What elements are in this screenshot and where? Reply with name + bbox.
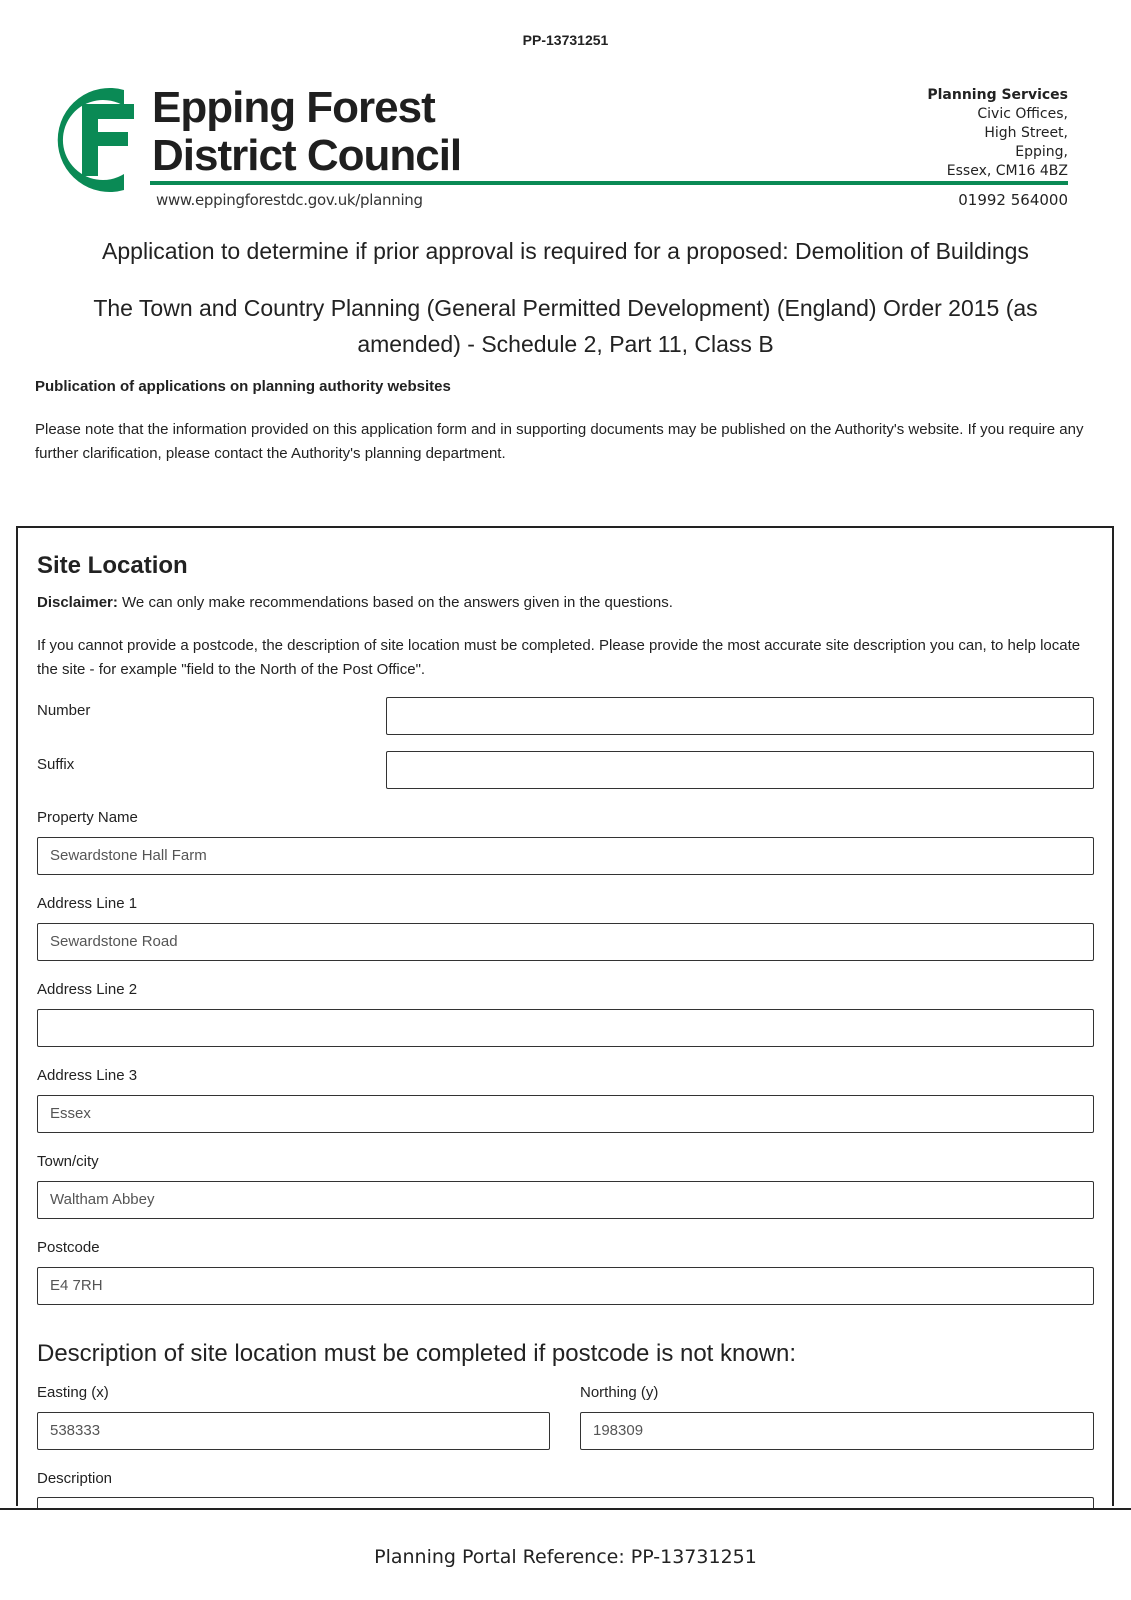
address-line: Epping, [1015, 144, 1068, 160]
publication-text: Please note that the information provided on this application form and in supporting documents may be published on the Authority's website. If you require any further clarification, please contact the Authority's planning department. [35, 421, 1084, 462]
form-title: Application to determine if prior approval is required for a proposed: Demolition of Buildings [102, 238, 1029, 264]
suffix-label: Suffix [37, 756, 75, 773]
form-legislation: The Town and Country Planning (General Permitted Development) (England) Order 2015 (as amended) - Schedule 2, Part 11, Class B [93, 295, 1038, 357]
postcode-label: Postcode [37, 1239, 100, 1256]
northing-field[interactable]: 198309 [580, 1412, 1094, 1450]
council-address [927, 86, 1068, 181]
northing-label: Northing (y) [580, 1384, 659, 1401]
address-dept: Planning Services [927, 87, 1068, 103]
org-name-line1: Epping Forest [152, 83, 435, 132]
address-line: Essex, CM16 4BZ [946, 163, 1068, 179]
address-line3-field[interactable]: Essex [37, 1095, 1094, 1133]
publication-heading: Publication of applications on planning authority websites [35, 378, 451, 395]
header-divider [150, 181, 1068, 185]
description-field[interactable] [37, 1497, 1094, 1508]
website-link[interactable]: www.eppingforestdc.gov.uk/planning [156, 191, 423, 209]
council-logo-icon [52, 82, 140, 198]
town-label: Town/city [37, 1153, 99, 1170]
org-name-line2: District Council [152, 131, 462, 180]
address-line3-label: Address Line 3 [37, 1067, 138, 1084]
address-line1-field[interactable]: Sewardstone Road [37, 923, 1094, 961]
property-name-label: Property Name [37, 809, 138, 826]
easting-field[interactable]: 538333 [37, 1412, 550, 1450]
easting-label: Easting (x) [37, 1384, 109, 1401]
town-field[interactable]: Waltham Abbey [37, 1181, 1094, 1219]
address-line: Civic Offices, [977, 106, 1068, 122]
suffix-field[interactable] [386, 751, 1094, 789]
number-field[interactable] [386, 697, 1094, 735]
description-label: Description [37, 1470, 113, 1487]
disclaimer-label: Disclaimer: [37, 594, 118, 611]
description-heading: Description of site location must be completed if postcode is not known: [37, 1340, 797, 1367]
property-name-field[interactable]: Sewardstone Hall Farm [37, 837, 1094, 875]
footer-divider [0, 1508, 1131, 1510]
reference-top: PP-13731251 [522, 32, 609, 48]
site-intro: If you cannot provide a postcode, the description of site location must be completed. Please provide the most accurate site description you can, to help locate the site - for example "field to the North of the Post Office". [37, 637, 1081, 678]
section-title: Site Location [37, 552, 188, 579]
postcode-field[interactable]: E4 7RH [37, 1267, 1094, 1305]
disclaimer-text: We can only make recommendations based on the answers given in the questions. [117, 594, 673, 611]
address-line1-label: Address Line 1 [37, 895, 138, 912]
disclaimer [37, 594, 673, 611]
number-label: Number [37, 702, 91, 719]
address-line2-field[interactable] [37, 1009, 1094, 1047]
footer-reference: Planning Portal Reference: PP-13731251 [374, 1546, 757, 1568]
address-line2-label: Address Line 2 [37, 981, 138, 998]
address-line: High Street, [984, 125, 1068, 141]
phone-number: 01992 564000 [958, 191, 1068, 209]
